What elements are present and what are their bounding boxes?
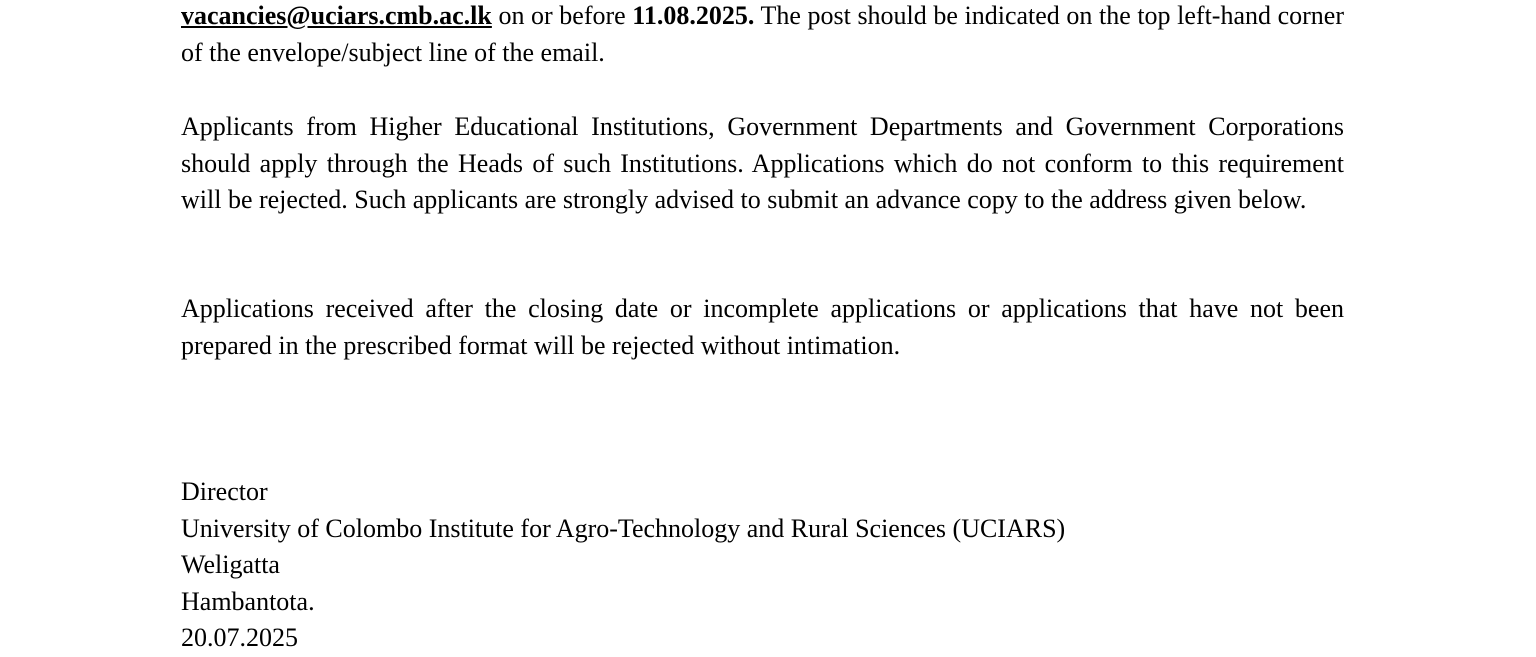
institutional-applicants-paragraph: Applicants from Higher Educational Institutions, Government Departments and Government Corporations should apply through the Heads of such Institutions. Applications which do not conform to this requirement will be rejected. Such applicants are strongly advised to submit an advance copy to the address given below. [181, 112, 1344, 214]
signature-institution: University of Colombo Institute for Agro-Technology and Rural Sciences (UCIARS) [181, 513, 1066, 543]
signature-date: 20.07.2025 [181, 623, 298, 652]
signature-location: Weligatta [181, 550, 280, 579]
signature-title: Director [181, 477, 268, 506]
vacancies-email-link[interactable]: vacancies@uciars.cmb.ac.lk [181, 1, 492, 30]
text-before-date: on or before [491, 1, 633, 30]
closing-date: 11.08.2025. [632, 1, 755, 30]
signature-block [181, 474, 1344, 657]
submission-instructions-paragraph [181, 0, 1344, 71]
rejection-notice-paragraph: Applications received after the closing date or incomplete applications or applications that have not been prepared in the prescribed format will be rejected without intimation. [181, 294, 1344, 360]
signature-city: Hambantota. [181, 586, 315, 616]
text-after-date: The post should be indicated on the top left-hand corner of the envelope/subject line of the email. [181, 1, 1344, 67]
